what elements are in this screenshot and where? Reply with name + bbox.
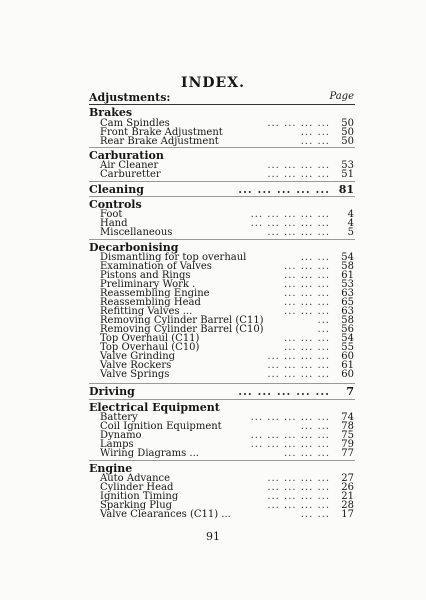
entry-label: Examination of Valves bbox=[100, 261, 212, 272]
entry-page-number: 60 bbox=[341, 369, 354, 380]
leader-dots: ... ... ... bbox=[284, 306, 330, 317]
entry-label: Driving bbox=[89, 385, 135, 398]
entry-label: Dynamo bbox=[100, 430, 142, 441]
entry-label: Reassembling Head bbox=[100, 297, 201, 308]
leader-dots: ... ... ... bbox=[284, 261, 330, 272]
leader-dots: ... ... bbox=[300, 509, 330, 520]
entry-label: Lamps bbox=[100, 439, 134, 450]
entry-page-number: 81 bbox=[338, 183, 354, 196]
entry-label: Valve Rockers bbox=[100, 360, 172, 371]
entry-label: Removing Cylinder Barrel (C11) bbox=[100, 315, 264, 326]
entry-page-number: 54 bbox=[341, 252, 354, 263]
entry-label: Preliminary Work . bbox=[100, 279, 196, 290]
entry-label: Front Brake Adjustment bbox=[100, 127, 223, 138]
entry-label: Valve Springs bbox=[100, 369, 170, 380]
entry-page-number: 28 bbox=[341, 500, 354, 511]
entry-label: Top Overhaul (C10) bbox=[100, 342, 200, 353]
leader-dots: ... ... ... ... bbox=[267, 482, 330, 493]
entry-page-number: 61 bbox=[341, 360, 354, 371]
entry-label: Electrical Equipment bbox=[89, 401, 220, 414]
leader-dots: ... ... bbox=[300, 136, 330, 147]
section-rule bbox=[89, 196, 355, 197]
index-entry bbox=[89, 369, 354, 380]
leader-dots: ... bbox=[317, 324, 330, 335]
leader-dots: ... ... ... bbox=[284, 448, 330, 459]
entry-label: Sparking Plug bbox=[100, 500, 173, 511]
section-rule bbox=[89, 399, 355, 400]
entry-page-number: 61 bbox=[341, 270, 354, 281]
entry-label: Battery bbox=[100, 412, 138, 423]
index-header-row bbox=[89, 91, 354, 105]
entry-label: Auto Advance bbox=[100, 473, 171, 484]
leader-dots: ... ... ... ... bbox=[267, 351, 330, 362]
entry-page-number: 26 bbox=[341, 482, 354, 493]
entry-page-number: 74 bbox=[341, 412, 354, 423]
section-rule bbox=[89, 147, 355, 148]
entry-label: Carburetter bbox=[100, 169, 161, 180]
entry-page-number: 60 bbox=[341, 351, 354, 362]
index-entry bbox=[89, 448, 354, 459]
index-entry bbox=[89, 509, 354, 520]
entry-label: Refitting Valves ... bbox=[100, 306, 193, 317]
entry-page-number: 21 bbox=[341, 491, 354, 502]
entry-label: Brakes bbox=[89, 106, 133, 119]
entry-page-number: 50 bbox=[341, 118, 354, 129]
entry-page-number: 77 bbox=[341, 448, 354, 459]
leader-dots: ... ... ... ... ... bbox=[238, 183, 330, 196]
entry-label: Rear Brake Adjustment bbox=[100, 136, 219, 147]
leader-dots: ... ... ... ... ... bbox=[250, 209, 330, 220]
page-column-header: Page bbox=[329, 91, 354, 102]
leader-dots: ... ... ... ... bbox=[267, 369, 330, 380]
entry-page-number: 56 bbox=[341, 324, 354, 335]
leader-dots: ... ... ... ... ... bbox=[250, 218, 330, 229]
index-entry bbox=[89, 169, 354, 180]
entry-label: Pistons and Rings bbox=[100, 270, 191, 281]
entry-label: Dismantling for top overhaul bbox=[100, 252, 247, 263]
section-rule bbox=[89, 460, 355, 461]
entry-label: Engine bbox=[89, 462, 133, 475]
entry-label: Foot bbox=[100, 209, 123, 220]
page-number: 91 bbox=[206, 530, 220, 543]
entry-page-number: 63 bbox=[341, 306, 354, 317]
entry-page-number: 17 bbox=[341, 509, 354, 520]
leader-dots: ... ... ... ... bbox=[267, 473, 330, 484]
entry-label: Valve Grinding bbox=[100, 351, 176, 362]
entry-page-number: 54 bbox=[341, 333, 354, 344]
entry-label: Cleaning bbox=[89, 183, 144, 196]
entry-page-number: 78 bbox=[341, 421, 354, 432]
leader-dots: ... ... ... bbox=[284, 333, 330, 344]
header-rule bbox=[89, 104, 355, 105]
index-section-heading bbox=[89, 386, 354, 397]
entry-page-number: 63 bbox=[341, 288, 354, 299]
leader-dots: ... ... ... ... ... bbox=[250, 412, 330, 423]
index-entry bbox=[89, 227, 354, 238]
leader-dots: ... ... ... ... ... bbox=[250, 439, 330, 450]
leader-dots: ... ... ... ... bbox=[267, 118, 330, 129]
entry-page-number: 53 bbox=[341, 160, 354, 171]
entry-label: Decarbonising bbox=[89, 241, 179, 254]
entry-page-number: 27 bbox=[341, 473, 354, 484]
entry-label: Ignition Timing bbox=[100, 491, 179, 502]
entry-label: Hand bbox=[100, 218, 128, 229]
leader-dots: ... ... ... ... bbox=[267, 491, 330, 502]
entry-page-number: 4 bbox=[347, 218, 354, 229]
leader-dots: ... bbox=[317, 315, 330, 326]
leader-dots: ... ... ... bbox=[284, 342, 330, 353]
entry-label: Wiring Diagrams ... bbox=[100, 448, 199, 459]
leader-dots: ... ... ... ... ... bbox=[238, 385, 330, 398]
entry-page-number: 55 bbox=[341, 342, 354, 353]
leader-dots: ... ... bbox=[300, 252, 330, 263]
entry-page-number: 53 bbox=[341, 279, 354, 290]
entry-label: Removing Cylinder Barrel (C10) bbox=[100, 324, 264, 335]
entry-page-number: 5 bbox=[347, 227, 354, 238]
adjustments-heading: Adjustments: bbox=[89, 91, 171, 104]
entry-label: Valve Clearances (C11) ... bbox=[100, 509, 231, 520]
index-section-heading bbox=[89, 107, 354, 118]
leader-dots: ... ... bbox=[300, 421, 330, 432]
entry-page-number: 79 bbox=[341, 439, 354, 450]
entry-page-number: 75 bbox=[341, 430, 354, 441]
entry-label: Coil Ignition Equipment bbox=[100, 421, 222, 432]
entry-page-number: 58 bbox=[341, 315, 354, 326]
section-rule bbox=[89, 181, 355, 182]
leader-dots: ... ... ... ... bbox=[267, 169, 330, 180]
entry-label: Carburation bbox=[89, 149, 164, 162]
entry-page-number: 58 bbox=[341, 261, 354, 272]
leader-dots: ... ... ... bbox=[284, 270, 330, 281]
entry-label: Miscellaneous bbox=[100, 227, 173, 238]
entry-label: Top Overhaul (C11) bbox=[100, 333, 200, 344]
index-title: INDEX. bbox=[181, 75, 245, 91]
leader-dots: ... ... ... ... ... bbox=[250, 430, 330, 441]
entry-label: Reassembling Engine bbox=[100, 288, 210, 299]
entry-page-number: 51 bbox=[341, 169, 354, 180]
entry-page-number: 4 bbox=[347, 209, 354, 220]
entry-page-number: 50 bbox=[341, 136, 354, 147]
leader-dots: ... ... ... ... bbox=[267, 160, 330, 171]
entry-page-number: 50 bbox=[341, 127, 354, 138]
entry-label: Controls bbox=[89, 198, 142, 211]
index-section-heading bbox=[89, 184, 354, 195]
leader-dots: ... ... ... bbox=[284, 279, 330, 290]
leader-dots: ... ... bbox=[300, 127, 330, 138]
entry-label: Cylinder Head bbox=[100, 482, 174, 493]
index-entry bbox=[89, 136, 354, 147]
leader-dots: ... ... ... bbox=[284, 288, 330, 299]
leader-dots: ... ... ... ... bbox=[267, 227, 330, 238]
section-rule bbox=[89, 383, 355, 384]
leader-dots: ... ... ... ... bbox=[267, 360, 330, 371]
entry-label: Air Cleaner bbox=[100, 160, 159, 171]
leader-dots: ... ... ... ... bbox=[267, 500, 330, 511]
entry-label: Cam Spindles bbox=[100, 118, 170, 129]
entry-page-number: 65 bbox=[341, 297, 354, 308]
entry-page-number: 7 bbox=[346, 385, 354, 398]
section-rule bbox=[89, 239, 355, 240]
leader-dots: ... ... ... bbox=[284, 297, 330, 308]
